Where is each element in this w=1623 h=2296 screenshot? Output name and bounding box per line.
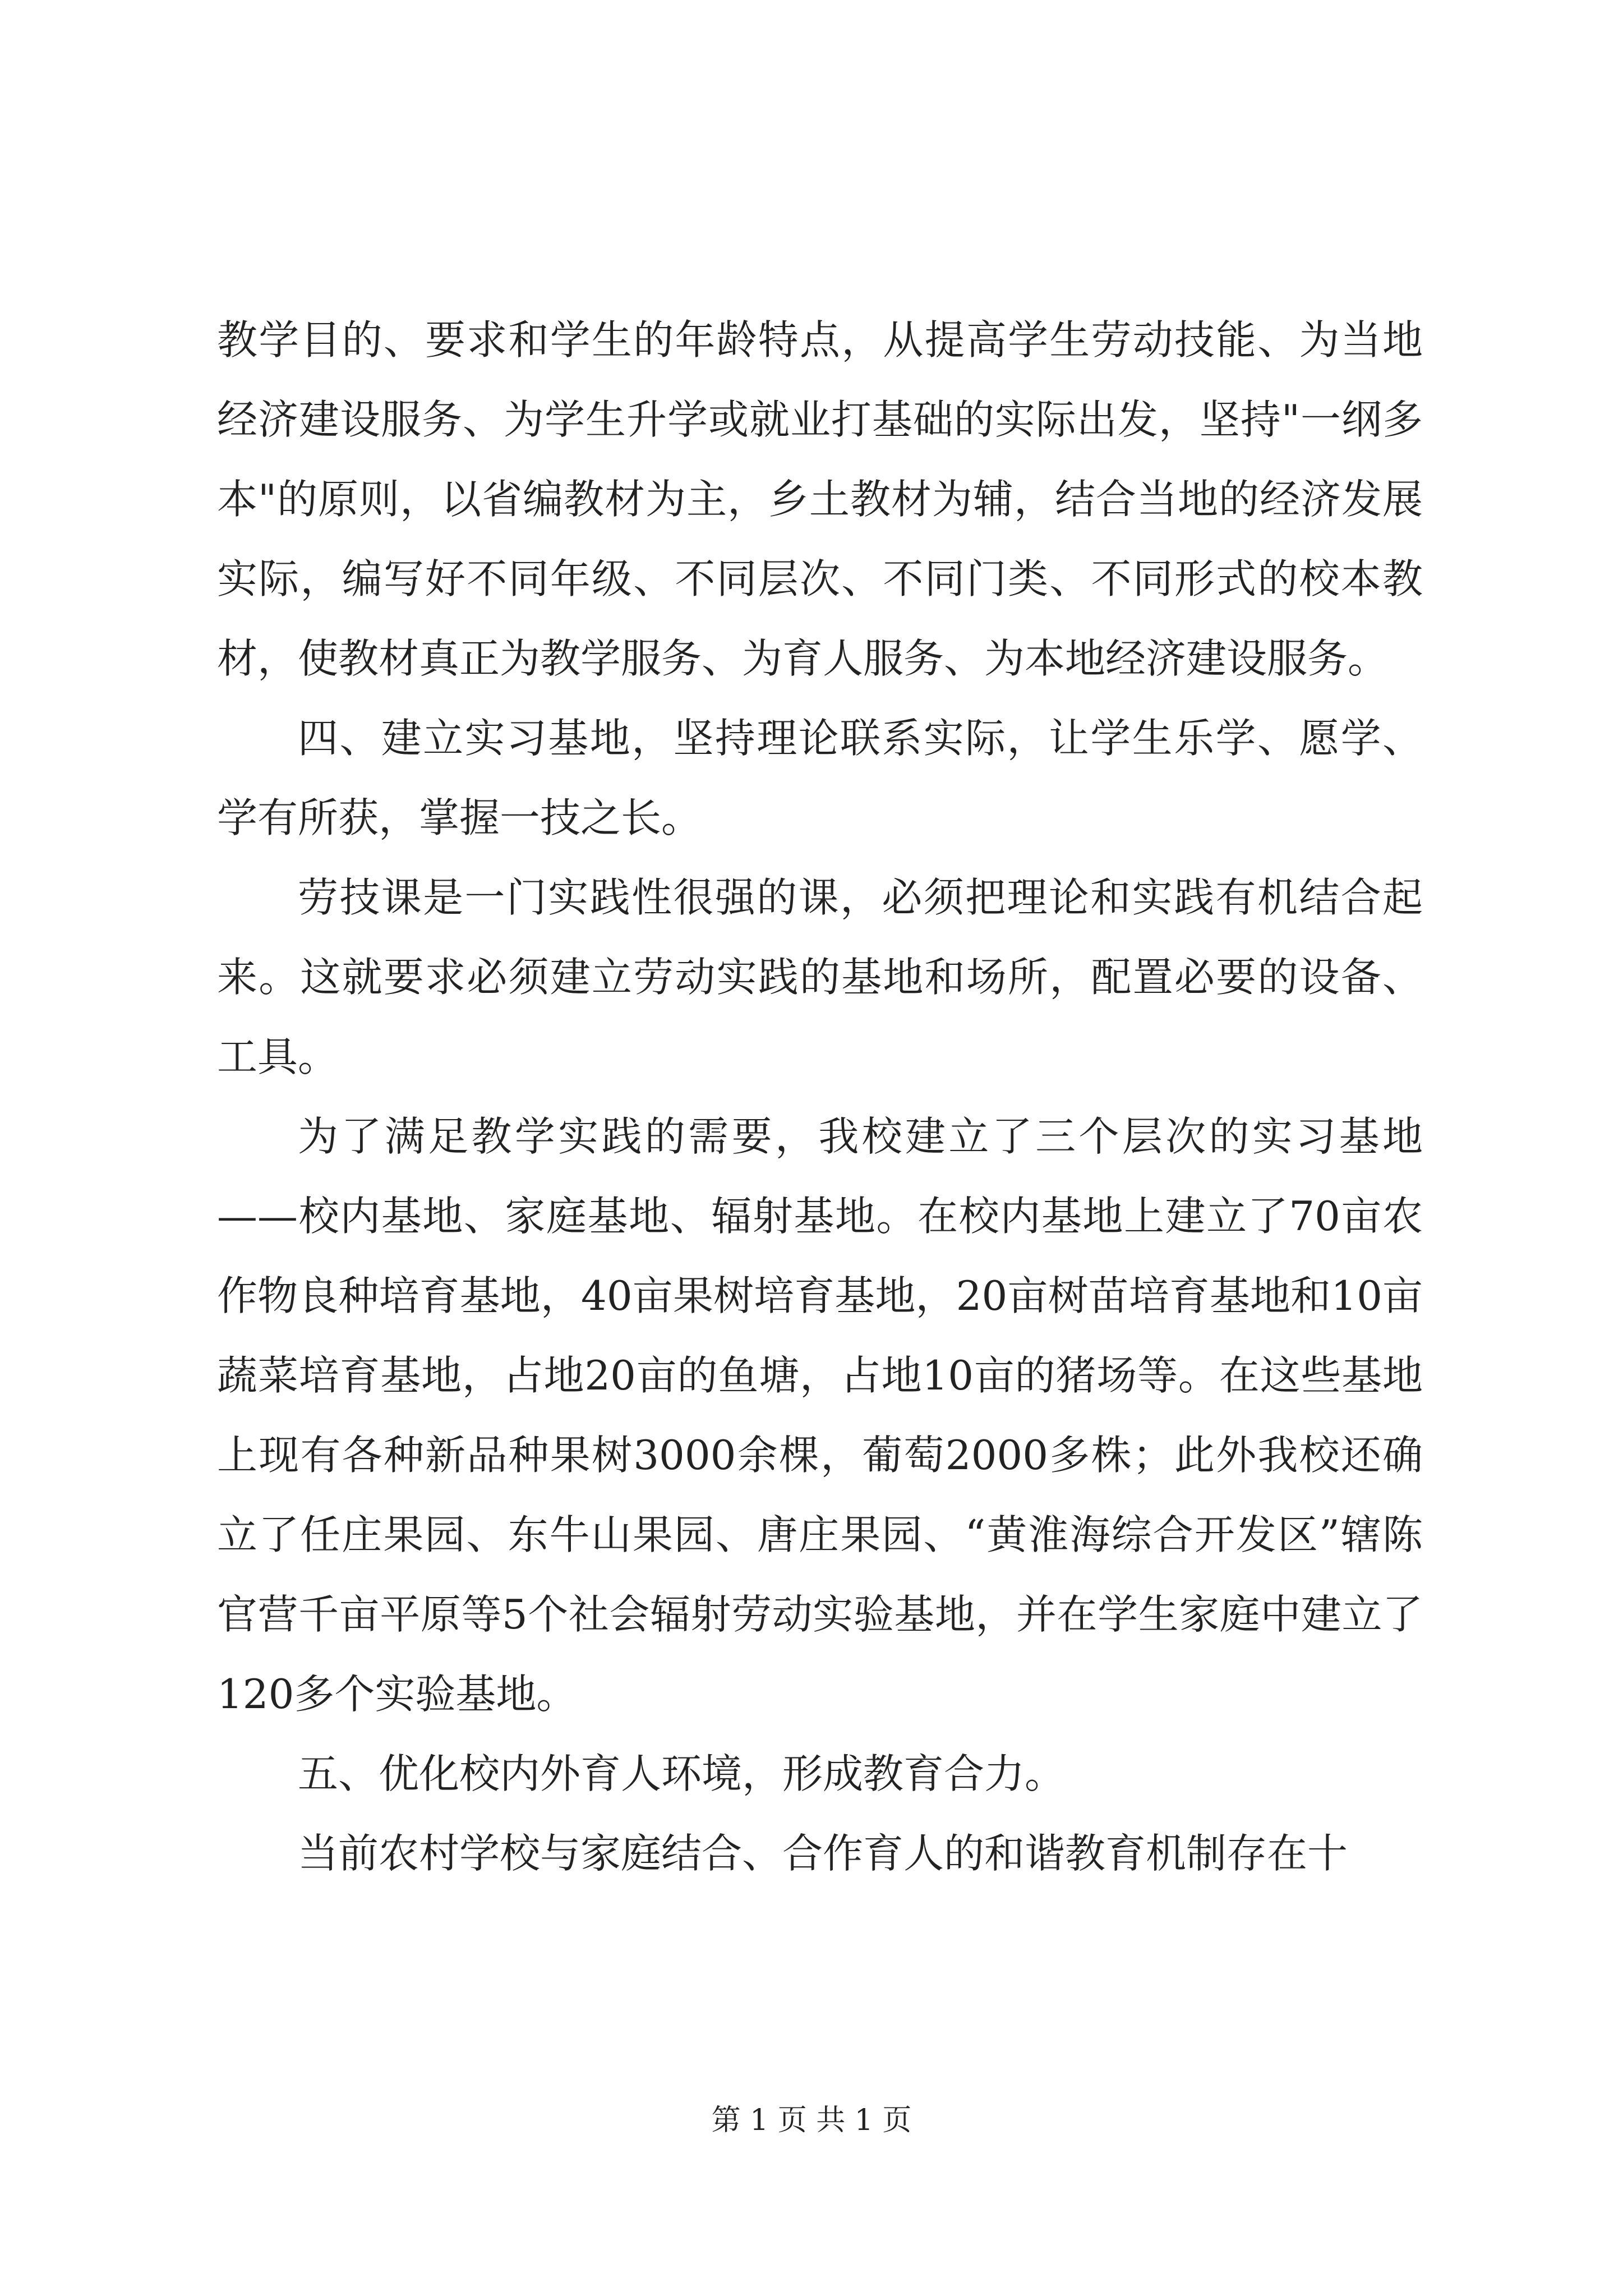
paragraph: 劳技课是一门实践性很强的课，必须把理论和实践有机结合起来。这就要求必须建立劳动实践的基地和场所，配置必要的设备、工具。: [217, 874, 1423, 1080]
paragraph: 教学目的、要求和学生的年龄特点，从提高学生劳动技能、为当地经济建设服务、为学生升学或就业打基础的实际出发，坚持"一纲多本"的原则，以省编教材为主，乡土教材为辅，结合当地的经济发展实际，编写好不同年级、不同层次、不同门类、不同形式的校本教材，使教材真正为教学服务、为育人服务、为本地经济建设服务。: [217, 316, 1423, 682]
paragraph: 当前农村学校与家庭结合、合作育人的和谐教育机制存在十: [298, 1830, 1348, 1877]
paragraph: 五、优化校内外育人环境，形成教育合力。: [298, 1750, 1066, 1797]
page-number-label: 第 1 页 共 1 页: [711, 2104, 912, 2137]
paragraph: 为了满足教学实践的需要，我校建立了三个层次的实习基地——校内基地、家庭基地、辐射基地。在校内基地上建立了70亩农作物良种培育基地，40亩果树培育基地，20亩树苗培育基地和10亩蔬菜培育基地，占地20亩的鱼塘，占地10亩的猪场等。在这些基地上现有各种新品种果树3000余棵，葡萄2000多株；此外我校还确立了任庄果园、东牛山果园、唐庄果园、“黄淮海综合开发区”辖陈官营千亩平原等5个社会辐射劳动实验基地，并在学生家庭中建立了120多个实验基地。: [217, 1113, 1423, 1718]
paragraph: 四、建立实习基地，坚持理论联系实际，让学生乐学、愿学、学有所获，掌握一技之长。: [217, 715, 1423, 841]
document-body: [217, 300, 1423, 1893]
page-footer: [0, 2101, 1623, 2140]
